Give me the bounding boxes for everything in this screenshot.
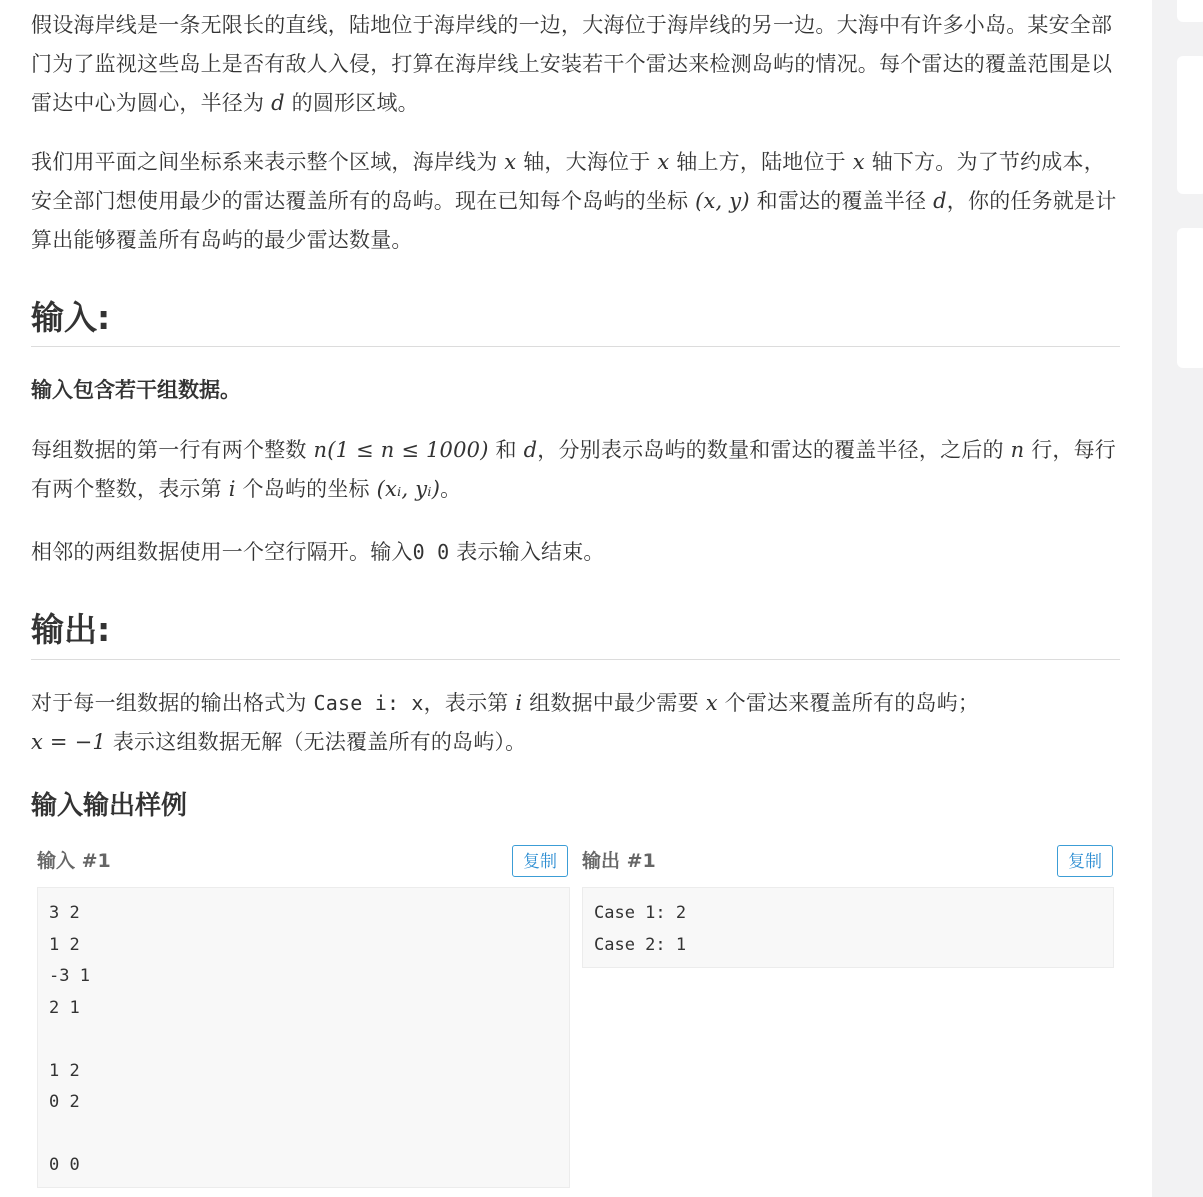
math-var: d <box>523 438 538 462</box>
math-var: x <box>852 150 865 174</box>
input-divider <box>31 346 1120 347</box>
text: 假设海岸线是一条无限长的直线，陆地位于海岸线的一边，大海位于海岸线的另一边。大海中有许多小岛。某安全部门为了监视这些岛上是否有敌人入侵，打算在海岸线上安装若干个雷达来检测岛屿的情况。每个雷达的覆盖范围是以雷达中心为圆心，半径为 <box>31 13 1113 115</box>
code-line <box>49 1119 558 1151</box>
text: 对于每一组数据的输出格式为 <box>31 691 307 715</box>
math-coord: (x, y) <box>695 189 750 213</box>
math-var: x <box>705 691 718 715</box>
sample-output-label: 输出 #1 <box>582 850 656 872</box>
math-var: x <box>657 150 670 174</box>
description-paragraph-2 <box>31 143 1120 260</box>
sample-output-code-box[interactable] <box>582 887 1114 968</box>
math-var: d <box>271 91 285 115</box>
text: ，表示第 <box>423 691 509 715</box>
math-var: x <box>504 150 517 174</box>
description-paragraph-1 <box>31 6 1120 123</box>
text: 每组数据的第一行有两个整数 <box>31 438 307 462</box>
input-bold-line: 输入包含若干组数据。 <box>31 378 241 402</box>
math-var: i <box>515 691 523 715</box>
sidebar-card <box>1177 56 1203 194</box>
code-line: 1 2 <box>49 1060 80 1081</box>
code-line: 2 1 <box>49 997 80 1018</box>
code-line: 3 2 <box>49 903 80 923</box>
code-line: 0 2 <box>49 1092 80 1112</box>
sample-input-code-box[interactable] <box>37 887 570 1188</box>
text: 表示这组数据无解（无法覆盖所有的岛屿）。 <box>112 730 527 754</box>
math-var: d <box>933 189 947 213</box>
copy-input-button[interactable]: 复制 <box>512 845 568 877</box>
output-divider <box>31 659 1120 660</box>
input-paragraph-1 <box>31 431 1120 509</box>
output-paragraph <box>31 684 1120 762</box>
text: 。 <box>440 477 462 501</box>
code-line: 1 2 <box>49 934 80 955</box>
sample-input-label: 输入 #1 <box>37 850 111 872</box>
text: 个岛屿的坐标 <box>242 477 370 501</box>
code-line: -3 1 <box>49 966 90 986</box>
copy-output-button[interactable]: 复制 <box>1057 845 1113 877</box>
sidebar-card <box>1177 228 1203 368</box>
text: 轴，大海位于 <box>523 150 651 174</box>
math-var: i <box>228 477 236 501</box>
text: ，分别表示岛屿的数量和雷达的覆盖半径，之后的 <box>537 438 1004 462</box>
text: 个雷达来覆盖所有的岛屿； <box>724 691 980 715</box>
sidebar-card <box>1177 0 1203 22</box>
text: 和雷达的覆盖半径 <box>756 189 927 213</box>
code-line <box>49 1024 558 1056</box>
math-condition: n(1 ≤ n ≤ 1000) <box>313 438 489 462</box>
inline-code: Case i: x <box>313 691 424 715</box>
math-coord: (xᵢ, yᵢ) <box>376 477 441 501</box>
right-sidebar <box>1152 0 1203 1197</box>
samples-heading: 输入输出样例 <box>31 791 188 821</box>
output-heading: 输出: <box>31 610 111 649</box>
code-line: 0 0 <box>49 1155 80 1175</box>
math-var: n <box>1010 438 1025 462</box>
text: 我们用平面之间坐标系来表示整个区域，海岸线为 <box>31 150 498 174</box>
text: 轴上方，陆地位于 <box>676 150 846 174</box>
code-line: Case 2: 1 <box>594 934 687 955</box>
text: 相邻的两组数据使用一个空行隔开。输入 <box>31 540 413 564</box>
math-equation: x = −1 <box>31 730 106 754</box>
input-paragraph-2 <box>31 533 1120 572</box>
input-heading: 输入: <box>31 298 111 337</box>
text: 表示输入结束。 <box>456 540 605 564</box>
code-line: Case 1: 2 <box>594 903 687 923</box>
text: 的圆形区域。 <box>291 91 419 115</box>
text: 轴下方。为了节约成本，安全部门想使用最少的雷达覆盖所有的岛屿。现在已知每个岛屿的坐标 <box>31 150 1105 213</box>
text: ，你的任务就是计算出能够覆盖所有岛屿的最少雷达数量。 <box>31 189 1117 252</box>
text: 行，每行有两个整数，表示第 <box>31 438 1117 501</box>
text: 和 <box>495 438 517 462</box>
text: 组数据中最少需要 <box>529 691 699 715</box>
inline-code: 0 0 <box>412 540 450 564</box>
